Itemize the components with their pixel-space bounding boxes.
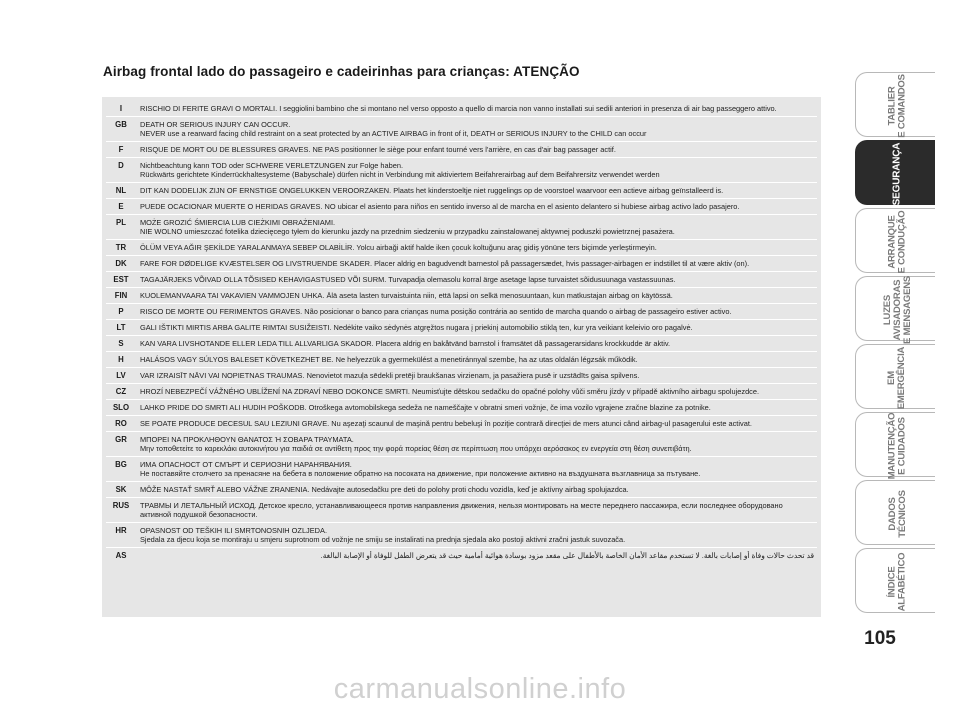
warning-line: DIT KAN DODELIJK ZIJN OF ERNSTIGE ONGELUKKEN VEROORZAKEN. Plaats het kinderstoeltje niet ruggelings op de voorstoel waarvoor een actieve airbag geïnstalleerd is. — [140, 186, 724, 195]
language-code: FIN — [106, 288, 136, 304]
chapter-tab-label-wrap — [870, 275, 925, 344]
warning-line: Rückwärts gerichtete Kinderrückhaltesysteme (Babyschale) dürfen nicht in Verbindung mit aktiviertem Beifahrerairbag auf dem Beifahrersitz verwendet werden — [140, 170, 660, 179]
warning-text — [136, 523, 817, 548]
warning-line: NEVER use a rearward facing child restraint on a seat protected by an ACTIVE AIRBAG in front of it, DEATH or SERIOUS INJURY to the CHILD can occur — [140, 129, 647, 138]
warning-text — [136, 158, 817, 183]
warning-row-dk — [106, 256, 817, 272]
language-code: EST — [106, 272, 136, 288]
warning-row-as — [106, 548, 817, 567]
warning-text — [136, 400, 817, 416]
language-code: LT — [106, 320, 136, 336]
warning-line: MOŻE GROZIĆ ŚMIERCIA LUB CIEŻKIMI OBRAŻENIAMI. — [140, 218, 336, 227]
chapter-tab-label: MANUTENÇÃO E CUIDADOS — [886, 412, 908, 479]
language-code: CZ — [106, 384, 136, 400]
chapter-tab-label-wrap — [870, 412, 925, 479]
warning-text — [136, 240, 817, 256]
chapter-tab-label-wrap — [870, 552, 925, 611]
warning-line: OPASNOST OD TEŠKIH ILI SMRTONOSNIH OZLJEDA. — [140, 526, 327, 535]
language-code: PL — [106, 215, 136, 240]
chapter-tab-label: ARRANQUE E CONDUÇÃO — [886, 210, 908, 273]
chapter-tab-label-wrap — [870, 487, 925, 540]
warning-row-rus — [106, 498, 817, 523]
warning-row-ro — [106, 416, 817, 432]
chapter-tab-label: EM EMERGÊNCIA — [886, 346, 908, 409]
warning-row-p — [106, 304, 817, 320]
chapter-tab-label-wrap — [870, 73, 925, 138]
warning-line: ТРАВМЫ И ЛЕТАЛЬНЫЙ ИСХОД. Детское кресло, устанавливающееся против направления движения, нельзя монтировать на месте переднего пассажира, если последнее оборудовано активной подушкой безопасности. — [140, 501, 783, 519]
warning-line: ИМА ОПАСНОСТ ОТ СМЪРТ И СЕРИОЗНИ НАРАНЯВАНИЯ. — [140, 460, 352, 469]
warning-line: KAN VARA LIVSHOTANDE ELLER LEDA TILL ALLVARLIGA SKADOR. Placera aldrig en bakåtvänd barnstol i framsätet då passagerarsidans krockkudde är aktiv. — [140, 339, 671, 348]
warning-text — [136, 336, 817, 352]
warning-line: DEATH OR SERIOUS INJURY CAN OCCUR. — [140, 120, 291, 129]
warning-text — [136, 142, 817, 158]
warning-row-lv — [106, 368, 817, 384]
warning-line: GALI IŠTIKTI MIRTIS ARBA GALITE RIMTAI SUSIŽEISTI. Nedėkite vaiko sėdynės atgręžtos nugara į priekinį automobilio stiklą ten, kur yra veikiant keleivio oro pagalvė. — [140, 323, 693, 332]
language-code: AS — [106, 548, 136, 567]
chapter-tab-5[interactable] — [855, 344, 935, 409]
chapter-tab-2[interactable] — [855, 140, 935, 205]
warning-text — [136, 117, 817, 142]
warning-row-pl — [106, 215, 817, 240]
warning-line: VAR IZRAISĪT NĀVI VAI NOPIETNAS TRAUMAS. Nenovietot mazuļa sēdekli pretēji braukšanas virzienam, ja pasažiera pusē ir uzstādīts gaisa spilvens. — [140, 371, 640, 380]
warning-text — [136, 288, 817, 304]
warning-line: RISCHIO DI FERITE GRAVI O MORTALI. I seggiolini bambino che si montano nel verso opposto a quello di marcia non vanno installati sui sedili anteriori in presenza di air bag passeggero attivo. — [140, 104, 777, 113]
warning-text — [136, 416, 817, 432]
page-heading: Airbag frontal lado do passageiro e cadeirinhas para crianças: ATENÇÃO — [103, 64, 580, 79]
warning-line: HROZÍ NEBEZPEČÍ VÁŽNÉHO UBLÍŽENÍ NA ZDRAVÍ NEBO DOKONCE SMRTI. Neumisťujte dětskou sedačku do opačné polohy vůči směru jízdy v případě aktivního airbagu spolujezdce. — [140, 387, 760, 396]
language-code: SLO — [106, 400, 136, 416]
language-code: D — [106, 158, 136, 183]
warning-line: MÔŽE NASTAŤ SMRŤ ALEBO VÁŽNE ZRANENIA. Nedávajte autosedačku pre deti do polohy proti chodu vozidla, keď je aktívny airbag spolujazdca. — [140, 485, 629, 494]
warning-line: HALÁSOS VAGY SÚLYOS BALESET KÖVETKEZHET BE. Ne helyezzük a gyermekülést a menetiránnyal szembe, ha az utas oldalán légzsák működik. — [140, 355, 638, 364]
warning-row-nl — [106, 183, 817, 199]
chapter-tab-label: SEGURANÇA — [891, 142, 903, 205]
warning-text — [136, 304, 817, 320]
warning-row-bg — [106, 457, 817, 482]
warning-row-f — [106, 142, 817, 158]
language-code: I — [119, 104, 123, 113]
warning-text — [136, 215, 817, 240]
page-number: 105 — [864, 628, 896, 649]
warning-line: Nichtbeachtung kann TOD oder SCHWERE VERLETZUNGEN zur Folge haben. — [140, 161, 404, 170]
chapter-tab-label-wrap — [870, 346, 925, 409]
language-code: SK — [106, 482, 136, 498]
warning-row-cz — [106, 384, 817, 400]
language-code: GR — [106, 432, 136, 457]
warning-line: Sjedala za djecu koja se montiraju u smjeru suprotnom od vožnje ne smiju se instalirati na prednja sjedala ako postoji aktivni zračni jastuk suvozača. — [140, 535, 626, 544]
warning-text — [136, 457, 817, 482]
warning-line: SE POATE PRODUCE DECESUL SAU LEZIUNI GRAVE. Nu aşezaţi scaunul de maşină pentru bebeluşi în poziţie contrară direcţiei de mers atunci când airbag-ul pasagerului este activat. — [140, 419, 752, 428]
warning-row-est — [106, 272, 817, 288]
warning-row-slo — [106, 400, 817, 416]
language-code: TR — [106, 240, 136, 256]
warning-row-h — [106, 352, 817, 368]
chapter-tab-label: LUZES AVISADORAS E MENSAGENS — [881, 275, 913, 344]
language-code: GB — [106, 117, 136, 142]
warning-text — [136, 482, 817, 498]
warning-row-gr — [106, 432, 817, 457]
chapter-tab-label: DADOS TÉCNICOS — [886, 489, 908, 538]
warning-row-fin — [106, 288, 817, 304]
warning-text — [136, 199, 817, 215]
warning-row-i — [106, 101, 817, 117]
warning-text — [136, 320, 817, 336]
chapter-tab-1[interactable] — [855, 72, 935, 137]
language-code: S — [106, 336, 136, 352]
warning-text — [136, 368, 817, 384]
warning-text — [136, 432, 817, 457]
language-code: E — [106, 199, 136, 215]
language-code: DK — [106, 256, 136, 272]
warning-list — [106, 101, 817, 566]
warning-row-s — [106, 336, 817, 352]
airbag-warning-table — [102, 97, 821, 617]
language-code: H — [106, 352, 136, 368]
warning-line: TAGAJÄRJEKS VÕIVAD OLLA TÕSISED KEHAVIGASTUSED VÕI SURM. Turvapadja olemasolu korral ärge asetage lapse turvaistet sõidusuunaga vastassuunas. — [140, 275, 676, 284]
warning-text — [136, 384, 817, 400]
chapter-tab-4[interactable] — [855, 275, 935, 344]
warning-row-e — [106, 199, 817, 215]
chapter-tab-label: TABLIER E COMANDOS — [886, 73, 908, 138]
warning-line: قد تحدث حالات وفاة أو إصابات بالغة. لا تستخدم مقاعد الأمان الخاصة بالأطفال على مقعد مزود بوسادة هوائية أمامية حيث قد يتعرض الطفل للوفاة أو الإصابة البالغة. — [320, 551, 814, 560]
warning-row-lt — [106, 320, 817, 336]
warning-row-hr — [106, 523, 817, 548]
warning-text — [136, 548, 817, 567]
warning-line: Не поставяйте столчето за пренасяне на бебета в положение обратно на посоката на движение, при положение активно на въздушната възглавница за пътуване. — [140, 469, 701, 478]
watermark-text: carmanualsonline.info — [333, 672, 627, 705]
warning-line: ΜΠΟΡΕΙ ΝΑ ΠΡΟΚΛΗΘΟΥΝ ΘΑΝΑΤΟΣ Ή ΣΟΒΑΡΑ ΤΡΑΥΜΑΤΑ. — [140, 435, 354, 444]
chapter-tab-label-wrap — [870, 142, 925, 205]
warning-line: RISQUE DE MORT OU DE BLESSURES GRAVES. NE PAS positionner le siège pour enfant tourné vers l'arrière, en cas d'air bag passager actif. — [140, 145, 616, 154]
warning-line: Μην τοποθετείτε το καρεκλάκι αυτοκινήτου για παιδιά σε αντίθετη προς την φορά πορείας θέση σε περίπτωση που υπάρχει αερόσακος εν ενεργεία στη θέση συνεπιβάτη. — [140, 444, 692, 453]
warning-line: FARE FOR DØDELIGE KVÆSTELSER OG LIVSTRUENDE SKADER. Placer aldrig en bagudvendt barnestol på passagersædet, hvis passager-airbagen er indstillet til at være aktiv (on). — [140, 259, 750, 268]
warning-row-tr — [106, 240, 817, 256]
warning-row-gb — [106, 117, 817, 142]
warning-text — [136, 101, 817, 117]
warning-line: RISCO DE MORTE OU FERIMENTOS GRAVES. Não posicionar o banco para crianças numa posição contrária ao sentido de marcha quando o airbag de passageiro estiver activo. — [140, 307, 732, 316]
warning-line: NIE WOLNO umieszczać fotelika dziecięcego tyłem do kierunku jazdy na przednim siedzeniu w przypadku zainstalowanej aktywnej poduszki powietrznej pasażera. — [140, 227, 675, 236]
language-code: P — [106, 304, 136, 320]
warning-text — [136, 183, 817, 199]
warning-text — [136, 256, 817, 272]
chapter-tab-label: ÍNDICE ALFABÉTICO — [886, 552, 908, 611]
warning-row-d — [106, 158, 817, 183]
warning-text — [136, 352, 817, 368]
warning-text — [136, 272, 817, 288]
language-code: RO — [106, 416, 136, 432]
language-code: NL — [106, 183, 136, 199]
warning-text — [136, 498, 817, 523]
chapter-tab-6[interactable] — [855, 412, 935, 477]
chapter-tab-label-wrap — [870, 210, 925, 273]
language-code: F — [106, 142, 136, 158]
warning-line: LAHKO PRIDE DO SMRTI ALI HUDIH POŠKODB. Otroškega avtomobilskega sedeža ne nameščajte v obratni smeri vožnje, če ima vozilo vgrajene zračne blazine za potnike. — [140, 403, 711, 412]
language-code: RUS — [106, 498, 136, 523]
warning-line: PUEDE OCACIONAR MUERTE O HERIDAS GRAVES. NO ubicar el asiento para niños en sentido inverso al de marcha en el asiento delantero si hubiese airbag activo lado pasajero. — [140, 202, 740, 211]
language-code: LV — [106, 368, 136, 384]
chapter-tab-7[interactable] — [855, 480, 935, 545]
warning-line: KUOLEMANVAARA TAI VAKAVIEN VAMMOJEN UHKA. Älä aseta lasten turvaistuinta niin, että lapsi on selkä menosuuntaan, kun matkustajan airbag on käytössä. — [140, 291, 673, 300]
language-code: BG — [106, 457, 136, 482]
warning-line: ÖLÜM VEYA AĞIR ŞEKİLDE YARALANMAYA SEBEP OLABİLİR. Yolcu airbaği aktif halde iken çocuk koltuğunu araç gidiş yönüne ters biçimde yerleştirmeyin. — [140, 243, 657, 252]
language-code: HR — [106, 523, 136, 548]
chapter-tab-8[interactable] — [855, 548, 935, 613]
chapter-tab-3[interactable] — [855, 208, 935, 273]
warning-row-sk — [106, 482, 817, 498]
